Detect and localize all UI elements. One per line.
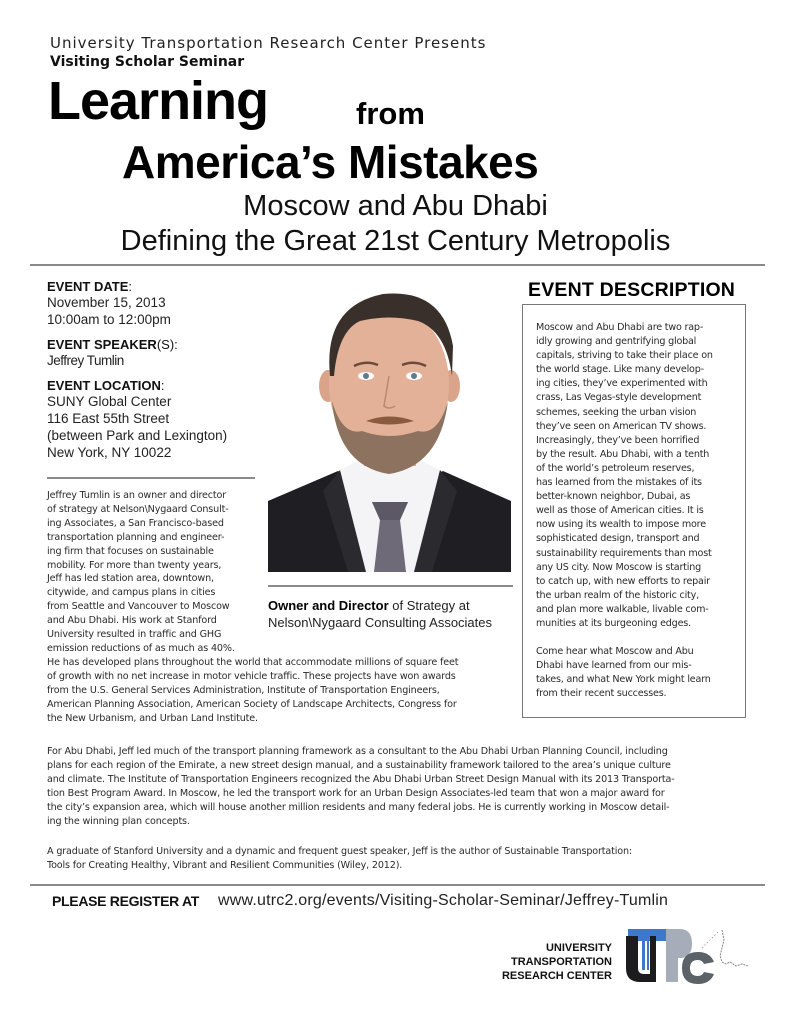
desc-line: any US city. Now Moscow is starting <box>536 561 701 573</box>
desc-line: better-known neighbor, Dubai, as <box>536 491 691 503</box>
utrc-logo-icon <box>622 926 752 986</box>
bio-line: University resulted in traffic and GHG <box>47 629 222 641</box>
desc-line: idly growing and gentrifying global <box>536 336 697 348</box>
bio-line: and Abu Dhabi. His work at Stanford <box>47 615 217 627</box>
desc-line: ing cities, they’ve experimented with <box>536 378 708 390</box>
desc-line: Dhabi have learned from our mis- <box>536 660 692 672</box>
presenter-line: University Transportation Research Center Presents <box>50 34 487 52</box>
desc-line: they’ve seen on American TV shows. <box>536 420 707 432</box>
event-time: 10:00am to 12:00pm <box>47 312 171 327</box>
desc-line: crass, Las Vegas-style development <box>536 392 702 404</box>
description-text <box>536 321 736 701</box>
body-paragraph-graduate <box>47 845 747 873</box>
org-name-line: UNIVERSITY <box>545 942 612 954</box>
desc-line: of the world’s petroleum reserves, <box>536 462 695 474</box>
bio-line: citywide, and campus plans in cities <box>47 587 216 599</box>
event-location-line: 116 East 55th Street <box>47 411 170 426</box>
desc-line: by the result. Abu Dhabi, with a tenth <box>536 448 710 460</box>
desc-line: well as those of American cities. It is <box>536 505 704 517</box>
utrc-logo-svg <box>622 926 752 986</box>
header-divider <box>30 264 765 266</box>
logo-map-sketch <box>720 930 748 966</box>
bio-line: emission reductions of as much as 40%. <box>47 642 235 654</box>
logo-u-stripe-1 <box>642 938 645 970</box>
desc-line: sustainability requirements than most <box>536 547 712 559</box>
org-name-line: RESEARCH CENTER <box>501 970 612 982</box>
description-box <box>522 304 746 718</box>
desc-line: and plan more walkable, livable com- <box>536 603 709 615</box>
logo-u <box>626 936 656 982</box>
photo-caption <box>268 597 518 631</box>
bio-line: Jeff has led station area, downtown, <box>47 573 214 585</box>
register-link[interactable]: www.utrc2.org/events/Visiting-Scholar-Seminar/Jeffrey-Tumlin <box>218 892 669 909</box>
desc-line: the urban realm of the historic city, <box>536 589 699 601</box>
body-paragraph-abu-dhabi <box>47 745 747 828</box>
title-word-from: from <box>356 96 425 131</box>
desc-line: now using its wealth to impose more <box>536 519 706 531</box>
description-para-1 <box>536 321 736 631</box>
org-name-line: TRANSPORTATION <box>510 956 612 968</box>
bio-line: ing firm that focuses on sustainable <box>47 545 214 557</box>
desc-line: from their recent successes. <box>536 688 667 700</box>
event-speaker: Jeffrey Tumlin <box>47 353 124 368</box>
subtitle-metropolis: Defining the Great 21st Century Metropolis <box>120 225 671 257</box>
desc-line: takes, and what New York might learn <box>536 674 711 686</box>
bio-line: He has developed plans throughout the world that accommodate millions of square feet <box>47 657 459 668</box>
body-line: ing the winning plan concepts. <box>47 815 190 827</box>
body-line: Tools for Creating Healthy, Vibrant and Resilient Communities (Wiley, 2012). <box>47 859 403 871</box>
caption-rest: of Strategy at Nelson\Nygaard Consulting Associates <box>268 598 493 630</box>
event-date-label <box>47 279 262 294</box>
speaker-portrait-icon <box>268 276 511 572</box>
body-line: For Abu Dhabi, Jeff led much of the transport planning framework as a consultant to the Abu Dhabi Urban Planning Council, including <box>47 746 668 757</box>
iris-left <box>363 373 369 379</box>
caption-divider <box>268 585 513 587</box>
logo-u-stripe-2 <box>647 938 649 970</box>
desc-line: schemes, seeking the urban vision <box>536 406 697 418</box>
title-line-america: America’s Mistakes <box>122 136 539 188</box>
event-location-line: (between Park and Lexington) <box>47 428 228 443</box>
subtitle-cities: Moscow and Abu Dhabi <box>243 190 548 222</box>
event-location-line: SUNY Global Center <box>47 394 172 409</box>
bio-line: ing Associates, a San Francisco-based <box>47 517 224 529</box>
speaker-photo <box>268 276 511 572</box>
bio-wide <box>47 656 517 726</box>
desc-line: the world stage. Like many develop- <box>536 364 704 376</box>
caption-bold: Owner and Director <box>268 598 389 613</box>
event-date-label-text: EVENT DATE <box>47 279 129 294</box>
desc-line: Moscow and Abu Dhabi are two rap- <box>536 322 704 333</box>
event-location-label-text: EVENT LOCATION <box>47 378 161 393</box>
bio-line: from the U.S. General Services Administration, Institute of Transportation Engineers, <box>47 684 440 696</box>
desc-line: to catch up, with new efforts to repair <box>536 575 710 587</box>
body-line: the city’s expansion area, which will house another million residents and many federal jobs. He is currently working in Moscow detail- <box>47 801 670 813</box>
description-heading: EVENT DESCRIPTION <box>528 279 736 301</box>
event-location-label <box>47 378 262 393</box>
bio-line: the New Urbanism, and Urban Land Institute. <box>47 712 258 724</box>
body-line: and climate. The Institute of Transportation Engineers recognized the Abu Dhabi Urban Street Design Manual with its 2013 Transporta- <box>47 773 675 785</box>
body-line: tion Best Program Award. In Moscow, he led the transport work for an Urban Design Associates-led team that won a major award for <box>47 787 665 799</box>
event-location-line: New York, NY 10022 <box>47 445 172 460</box>
event-speaker-label <box>47 337 262 352</box>
event-location-label-suffix: : <box>160 378 165 393</box>
desc-line: munities at its burgeoning edges. <box>536 617 691 629</box>
desc-line: Come hear what Moscow and Abu <box>536 646 694 658</box>
desc-line: sophisticated design, transport and <box>536 533 700 545</box>
bio-line: of growth with no net increase in motor vehicle traffic. These projects have won awards <box>47 670 456 682</box>
bio-narrow <box>47 489 262 656</box>
event-date-label-suffix: : <box>128 279 133 294</box>
bio-line: transportation planning and engineer- <box>47 531 225 543</box>
description-para-2 <box>536 645 736 701</box>
desc-line: has learned from the mistakes of its <box>536 477 702 489</box>
event-date: November 15, 2013 <box>47 295 166 310</box>
title-word-learning: Learning <box>48 71 269 131</box>
footer-divider <box>30 884 765 886</box>
event-speaker-label-text: EVENT SPEAKER <box>47 337 157 352</box>
event-details <box>47 279 262 461</box>
desc-line: Increasingly, they’ve been horrified <box>536 434 700 446</box>
iris-right <box>411 373 417 379</box>
bio-line: from Seattle and Vancouver to Moscow <box>47 601 230 613</box>
register-label: PLEASE REGISTER AT <box>52 893 200 909</box>
bio-line: mobility. For more than twenty years, <box>47 559 222 571</box>
org-name <box>470 941 612 983</box>
logo-c <box>682 952 714 984</box>
details-divider <box>47 477 255 479</box>
event-speaker-label-suffix: (S): <box>156 337 178 352</box>
bio-line: of strategy at Nelson\Nygaard Consult- <box>47 503 229 515</box>
body-line: plans for each region of the Emirate, a new street design manual, and a sustainability framework tailored to the area’s unique culture <box>47 759 671 771</box>
logo-map-sketch-2 <box>702 932 718 948</box>
bio-line: Jeffrey Tumlin is an owner and director <box>47 490 227 501</box>
bio-line: American Planning Association, American Society of Landscape Architects, Congress for <box>47 698 457 710</box>
desc-line: capitals, striving to take their place on <box>536 350 713 362</box>
body-line: A graduate of Stanford University and a dynamic and frequent guest speaker, Jeff is the author of Sustainable Transportation: <box>47 846 632 857</box>
series-name: Visiting Scholar Seminar <box>50 54 245 70</box>
